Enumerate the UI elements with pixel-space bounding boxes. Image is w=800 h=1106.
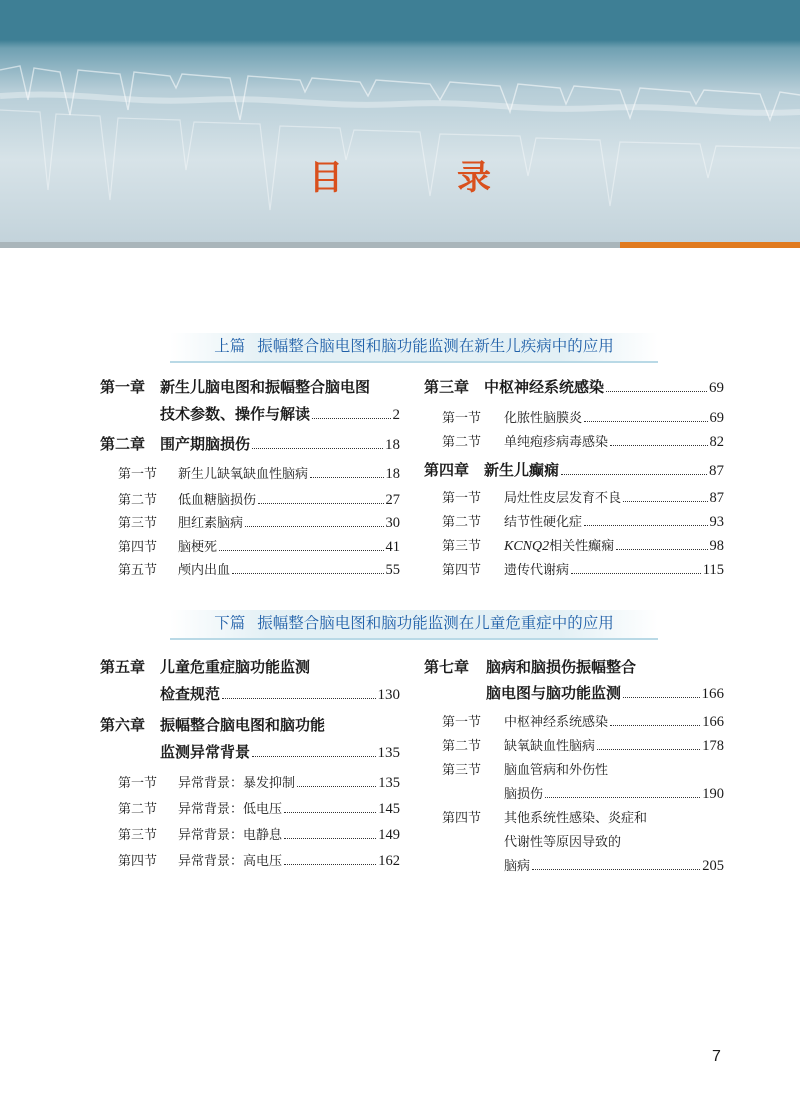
dot-leader [597, 748, 700, 750]
toc-section[interactable]: 第一节 化脓性脑膜炎 69 [442, 410, 724, 426]
header-divider-gray [0, 242, 620, 248]
toc-chapter-2[interactable]: 第二章 围产期脑损伤 18 [100, 435, 400, 453]
dot-leader [252, 447, 383, 449]
toc-section[interactable]: 第一节 新生儿缺氧缺血性脑病 18 [118, 466, 400, 482]
dot-leader [284, 811, 376, 813]
toc-section[interactable]: 第四节 遗传代谢病 115 [442, 562, 724, 578]
dot-leader [232, 572, 383, 574]
toc-section[interactable]: 第二节 结节性硬化症 93 [442, 514, 724, 530]
part2-header [170, 610, 658, 640]
toc-chapter-7[interactable]: 第七章 脑病和脑损伤振幅整合 [424, 658, 637, 676]
page-number: 7 [712, 1048, 721, 1065]
header-banner [0, 0, 800, 248]
toc-chapter-6-cont[interactable]: 监测异常背景 135 [160, 743, 400, 761]
toc-section-cont[interactable]: 脑病 205 [504, 858, 724, 874]
dot-leader [610, 724, 700, 726]
toc-section-cont: 代谢性等原因导致的 [504, 835, 622, 850]
dot-leader [610, 444, 707, 446]
toc-section-cont[interactable]: 脑损伤 190 [504, 786, 724, 802]
toc-section[interactable]: 第二节 低血糖脑损伤 27 [118, 492, 400, 508]
toc-chapter-1[interactable]: 第一章 新生儿脑电图和振幅整合脑电图 [100, 378, 371, 396]
header-divider-accent [620, 242, 800, 248]
dot-leader [219, 549, 383, 551]
toc-chapter-7-cont[interactable]: 脑电图与脑功能监测 166 [486, 684, 724, 702]
part2-label: 下篇 [214, 614, 246, 632]
dot-leader [571, 572, 701, 574]
dot-leader [310, 476, 383, 478]
dot-leader [623, 500, 707, 502]
toc-section[interactable]: 第一节 中枢神经系统感染 166 [442, 714, 724, 730]
toc-section[interactable]: 第三节 KCNQ2 相关性癫痫 98 [442, 538, 724, 554]
toc-section[interactable]: 第三节 异常背景：电静息 149 [118, 827, 400, 843]
dot-leader [245, 525, 383, 527]
page-title: 目 录 [309, 158, 531, 198]
toc-section[interactable]: 第三节 胆红素脑病 30 [118, 515, 400, 531]
toc-section[interactable]: 第二节 缺氧缺血性脑病 178 [442, 738, 724, 754]
toc-section[interactable]: 第二节 单纯疱疹病毒感染 82 [442, 434, 724, 450]
dot-leader [561, 473, 707, 475]
dot-leader [545, 796, 700, 798]
toc-section[interactable]: 第五节 颅内出血 55 [118, 562, 400, 578]
dot-leader [606, 390, 707, 392]
part1-header [170, 333, 658, 363]
toc-chapter-5[interactable]: 第五章 儿童危重症脑功能监测 [100, 658, 311, 676]
toc-chapter-6[interactable]: 第六章 振幅整合脑电图和脑功能 [100, 716, 326, 734]
toc-section[interactable]: 第四节 脑梗死 41 [118, 539, 400, 555]
dot-leader [284, 863, 376, 865]
toc-section[interactable]: 第三节 脑血管病和外伤性 [442, 763, 609, 778]
dot-leader [258, 502, 383, 504]
part1-title: 振幅整合脑电图和脑功能监测在新生儿疾病中的应用 [257, 337, 614, 355]
toc-chapter-5-cont[interactable]: 检查规范 130 [160, 685, 400, 703]
toc-section[interactable]: 第二节 异常背景：低电压 145 [118, 801, 400, 817]
part2-title: 振幅整合脑电图和脑功能监测在儿童危重症中的应用 [257, 614, 614, 632]
dot-leader [222, 697, 375, 699]
toc-section[interactable]: 第四节 其他系统性感染、炎症和 [442, 811, 648, 826]
toc-chapter-4[interactable]: 第四章 新生儿癫痫 87 [424, 461, 724, 479]
toc-chapter-3[interactable]: 第三章 中枢神经系统感染 69 [424, 378, 724, 396]
eeg-wave-decoration [0, 0, 800, 248]
dot-leader [284, 837, 376, 839]
toc-section[interactable]: 第一节 局灶性皮层发育不良 87 [442, 490, 724, 506]
part1-label: 上篇 [214, 337, 246, 355]
dot-leader [532, 868, 700, 870]
toc-section[interactable]: 第四节 异常背景：高电压 162 [118, 853, 400, 869]
dot-leader [252, 755, 375, 757]
dot-leader [623, 696, 699, 698]
toc-chapter-1-cont[interactable]: 技术参数、操作与解读 2 [160, 405, 400, 423]
dot-leader [616, 548, 707, 550]
toc-section[interactable]: 第一节 异常背景：暴发抑制 135 [118, 775, 400, 791]
dot-leader [312, 417, 390, 419]
dot-leader [297, 785, 376, 787]
dot-leader [584, 420, 707, 422]
dot-leader [584, 524, 707, 526]
